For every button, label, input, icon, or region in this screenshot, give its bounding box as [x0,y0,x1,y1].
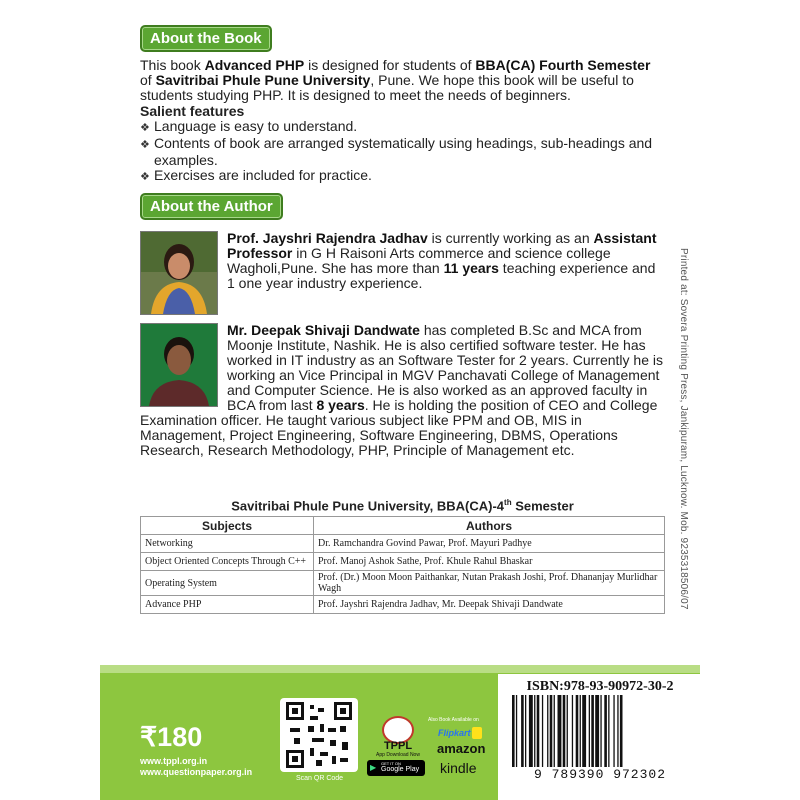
author2-bio [140,323,665,458]
app-name: TPPL [383,740,413,752]
column-header: Authors [314,517,665,535]
website-link-2[interactable]: www.questionpaper.org.in [140,767,253,777]
table-row [141,571,665,596]
subject-cell: Advance PHP [141,596,314,614]
intro-bold-title: Advanced PHP [204,57,305,73]
barcode-icon [512,695,682,767]
author1-bio [227,231,665,291]
feature-item [140,168,665,185]
author1-years: 11 years [443,260,499,276]
author1-photo [140,231,218,315]
flipkart-bag-icon [472,727,482,739]
qr-code-icon [286,702,352,768]
table-row [141,553,665,571]
author1-text: teaching experience and 1 one year industry experience. [227,260,656,291]
store-name: Google Play [381,766,420,773]
intro-text: , Pune. We hope this book will be useful to students studying PHP. It is designed to meet the needs of beginners. [140,72,634,103]
isbn-text: ISBN:978-93-90972-30-2 [526,679,674,694]
kindle-logo[interactable]: kindle [440,760,477,776]
author1-name: Prof. Jayshri Rajendra Jadhav [227,230,428,246]
table-title-text: Savitribai Phule Pune University, BBA(CA)-4 [231,498,505,514]
feature-item [140,119,665,136]
intro-bold-university: Savitribai Phule Pune University [155,72,371,88]
flipkart-logo[interactable]: Flipkart [438,728,471,738]
salient-features-title: Salient features [140,103,245,119]
feature-text: Exercises are included for practice. [154,167,372,183]
qr-code-frame [280,698,358,772]
table-title-end: Semester [511,498,574,514]
scan-qr-label: Scan QR Code [296,775,344,782]
amazon-logo[interactable]: amazon [437,741,486,756]
table-header-row [141,517,665,535]
author2-years: 8 years [316,397,365,413]
author2-text: has completed B.Sc and MCA from Moonje Institute, Nashik. He is also certified software tester. He has worked in IT industry as an Software Tester for 2 years. Currently he is working an Vice Principal in MGV Panchavati College of Management and Computer Science. He is also worked as an approved faculty in BCA from last [227,322,664,413]
column-header: Subjects [141,517,314,535]
about-book-heading: About the Book [140,25,272,52]
features-list [140,119,665,185]
feature-item [140,136,665,168]
price: ₹180 [140,722,203,752]
diamond-bullet-icon: ❖ [140,139,150,151]
author1-text: in G H Raisoni Arts commerce and science college Wagholi,Pune. She has more than [227,245,611,276]
about-author-heading: About the Author [140,193,283,220]
table-title-sup: th [504,498,512,507]
diamond-bullet-icon: ❖ [140,171,150,183]
intro-text: This book [140,57,205,73]
author1-text: is currently working as an [427,230,594,246]
author2-name: Mr. Deepak Shivaji Dandwate [227,322,420,338]
also-available-label: Also Book Available on [428,717,479,723]
subject-cell: Operating System [141,571,314,596]
author-cell: Prof. Jayshri Rajendra Jadhav, Mr. Deepak Shivaji Dandwate [314,596,665,614]
author-cell: Dr. Ramchandra Govind Pawar, Prof. Mayuri Padhye [314,535,665,553]
printer-note: Printed at: Sovera Printing Press, Jankipuram, Lucknow. Mob. 9235318506/07 [678,248,689,610]
subject-cell: Networking [141,535,314,553]
barcode-digits: 9 789390 972302 [533,767,667,782]
author-cell: Prof. (Dr.) Moon Moon Paithankar, Nutan Prakash Joshi, Prof. Dhananjay Murlidhar Wagh [314,571,665,596]
author-cell: Prof. Manoj Ashok Sathe, Prof. Khule Rahul Bhaskar [314,553,665,571]
table-title [140,498,665,513]
footer-stripe [100,665,700,673]
author1-role: Assistant Professor [227,230,657,261]
intro-text: of [140,72,156,88]
diamond-bullet-icon: ❖ [140,122,150,134]
subject-cell: Object Oriented Concepts Through C++ [141,553,314,571]
store-small-text: GET IT ON [381,761,401,766]
intro-bold-semester: BBA(CA) Fourth Semester [475,57,651,73]
app-subtitle: App Download Now [376,752,420,758]
website-link-1[interactable]: www.tppl.org.in [140,756,208,766]
author2-text: . He is holding the position of CEO and College Examination officer. He taught various subject like PPM and OB, MIS in Management, Project Engineering, Software Engineering, DBMS, Operations Research, Research Methodology, PHP, Principle of Management etc. [140,397,658,458]
subjects-table [140,516,665,614]
feature-text: Contents of book are arranged systematically using headings, sub-headings and examples. [154,135,653,168]
intro-text: is designed for students of [304,57,476,73]
google-play-icon: ▶ [370,763,377,772]
google-play-button[interactable] [367,760,425,776]
table-row [141,596,665,614]
feature-text: Language is easy to understand. [154,118,358,134]
table-row [141,535,665,553]
book-intro [140,58,665,103]
